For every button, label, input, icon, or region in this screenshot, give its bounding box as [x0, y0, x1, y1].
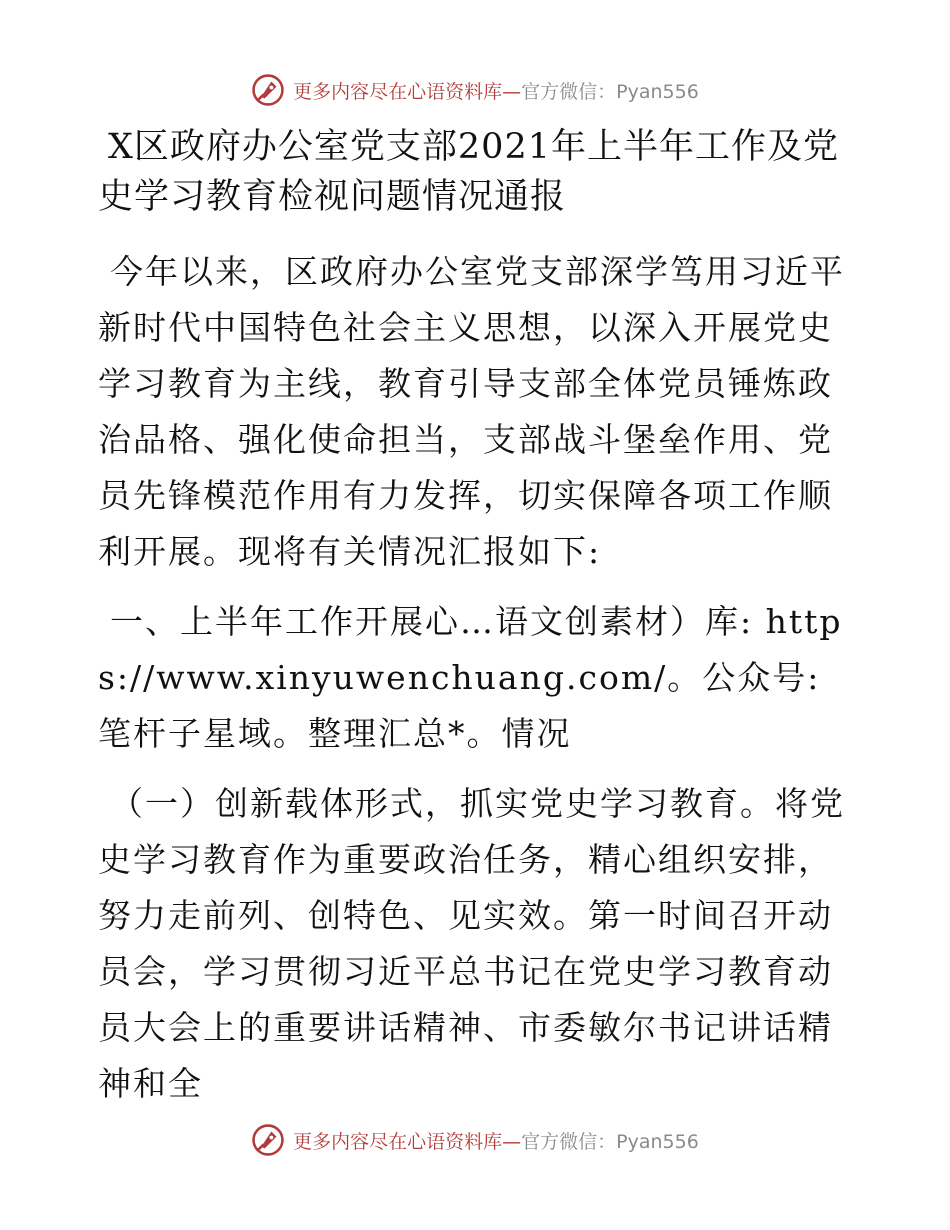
- watermark-contact: 官方微信：Pyan556: [521, 80, 699, 103]
- paragraph-subsection-one: （一）创新载体形式，抓实党史学习教育。将党史学习教育作为重要政治任务，精心组织安排，努力走前列、创特色、见实效。第一时间召开动员会，学习贯彻习近平总书记在党史学习教育动员大会上的重要讲话精神、市委敏尔书记讲话精神和全: [98, 784, 845, 1103]
- watermark-text: 更多内容尽在心语资料库—官方微信：Pyan556: [293, 80, 699, 103]
- pen-nib-logo-icon: [251, 73, 285, 107]
- pen-nib-logo-icon: [251, 1123, 285, 1157]
- document-body: [98, 122, 858, 1126]
- watermark-header: [0, 70, 950, 110]
- watermark-footer: [0, 1120, 950, 1160]
- watermark-text: 更多内容尽在心语资料库—官方微信：Pyan556: [293, 1130, 699, 1153]
- paragraph-section-one-heading: 一、上半年工作开展心…语文创素材）库: https://www.xinyuwenchuang.com/。公众号: 笔杆子星域。整理汇总*。情况: [98, 602, 843, 753]
- paragraph-intro: 今年以来，区政府办公室党支部深学笃用习近平新时代中国特色社会主义思想，以深入开展党史学习教育为主线，教育引导支部全体党员锤炼政治品格、强化使命担当，支部战斗堡垒作用、党员先锋模范作用有力发挥，切实保障各项工作顺利开展。现将有关情况汇报如下:: [98, 252, 845, 571]
- document-title: X区政府办公室党支部2021年上半年工作及党史学习教育检视问题情况通报: [98, 127, 839, 217]
- watermark-contact: 官方微信：Pyan556: [521, 1130, 699, 1153]
